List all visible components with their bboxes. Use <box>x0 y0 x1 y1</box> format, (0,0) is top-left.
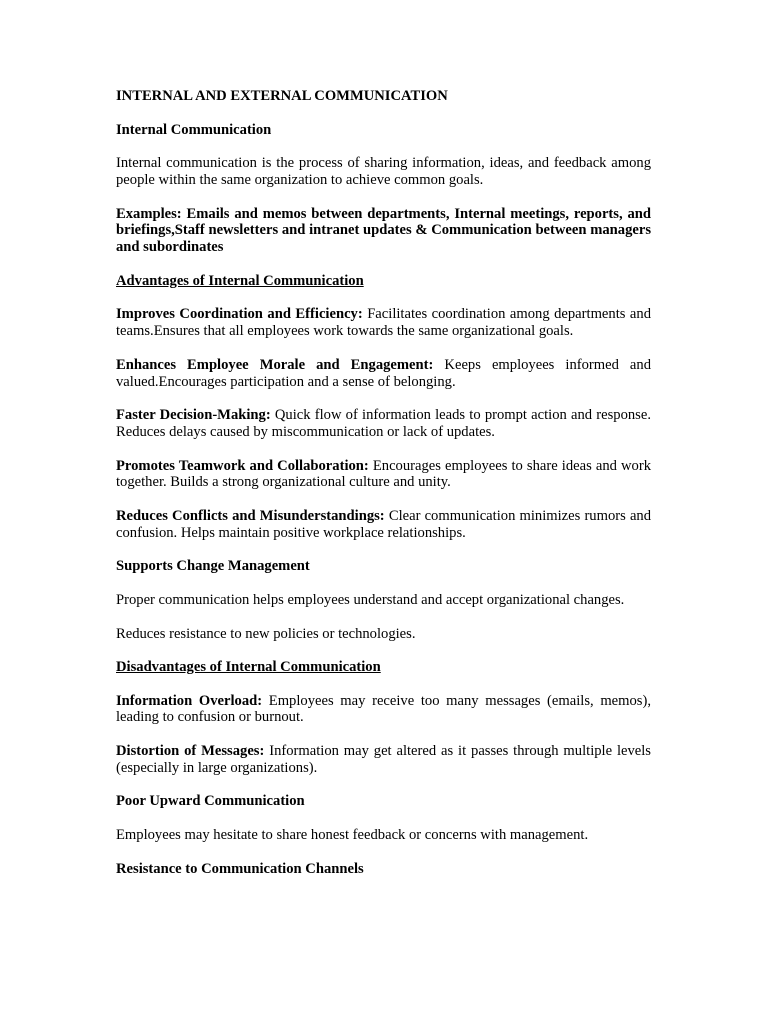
internal-communication-heading: Internal Communication <box>116 121 272 138</box>
disadvantages-heading <box>116 659 651 676</box>
advantage-item <box>116 508 651 542</box>
disadvantages-heading-text: Disadvantages of Internal Communication <box>116 659 381 676</box>
advantage-term: Promotes Teamwork and Collaboration: <box>116 457 369 474</box>
advantages-heading-text: Advantages of Internal Communication <box>116 272 364 289</box>
disadvantage-term: Information Overload: <box>116 692 263 709</box>
change-management-text: Reduces resistance to new policies or technologies. <box>116 625 416 642</box>
examples-paragraph: Examples: Emails and memos between departments, Internal meetings, reports, and briefings,Staff newsletters and intranet updates & Communication between managers and subordinates <box>116 205 651 256</box>
advantage-text: Quick flow of information leads to prompt action and response. Reduces delays caused by miscommunication or lack of updates. <box>116 407 651 440</box>
advantage-item <box>116 407 651 441</box>
disadvantage-item <box>116 693 651 727</box>
advantage-text: Keeps employees informed and valued.Encourages participation and a sense of belonging. <box>116 356 651 390</box>
advantage-item <box>116 357 651 391</box>
advantage-item <box>116 306 651 340</box>
document-page <box>116 88 651 894</box>
advantage-text: Facilitates coordination among departments and teams.Ensures that all employees work towards the same organizational goals. <box>116 306 651 340</box>
resistance-heading: Resistance to Communication Channels <box>116 860 364 877</box>
advantage-item <box>116 458 651 492</box>
upward-communication-heading: Poor Upward Communication <box>116 793 305 810</box>
disadvantage-text: Employees may receive too many messages (emails, memos), leading to confusion or burnout. <box>116 692 651 726</box>
advantage-term: Reduces Conflicts and Misunderstandings: <box>116 507 385 524</box>
advantage-term: Faster Decision-Making: <box>116 407 271 424</box>
internal-communication-definition: Internal communication is the process of sharing information, ideas, and feedback among people within the same organization to achieve common goals. <box>116 155 651 188</box>
document-title: INTERNAL AND EXTERNAL COMMUNICATION <box>116 88 448 104</box>
advantage-text: Clear communication minimizes rumors and confusion. Helps maintain positive workplace relationships. <box>116 507 652 541</box>
change-management-heading: Supports Change Management <box>116 558 310 575</box>
advantage-text: Encourages employees to share ideas and work together. Builds a strong organizational culture and unity. <box>116 457 652 491</box>
change-management-text: Proper communication helps employees understand and accept organizational changes. <box>116 591 625 608</box>
disadvantage-term: Distortion of Messages: <box>116 743 265 760</box>
advantage-term: Improves Coordination and Efficiency: <box>116 306 363 323</box>
disadvantage-item <box>116 743 651 777</box>
advantage-term: Enhances Employee Morale and Engagement: <box>116 356 434 373</box>
upward-communication-text: Employees may hesitate to share honest feedback or concerns with management. <box>116 827 589 844</box>
disadvantage-text: Information may get altered as it passes through multiple levels (especially in large organizations). <box>116 743 651 776</box>
advantages-heading <box>116 273 651 290</box>
